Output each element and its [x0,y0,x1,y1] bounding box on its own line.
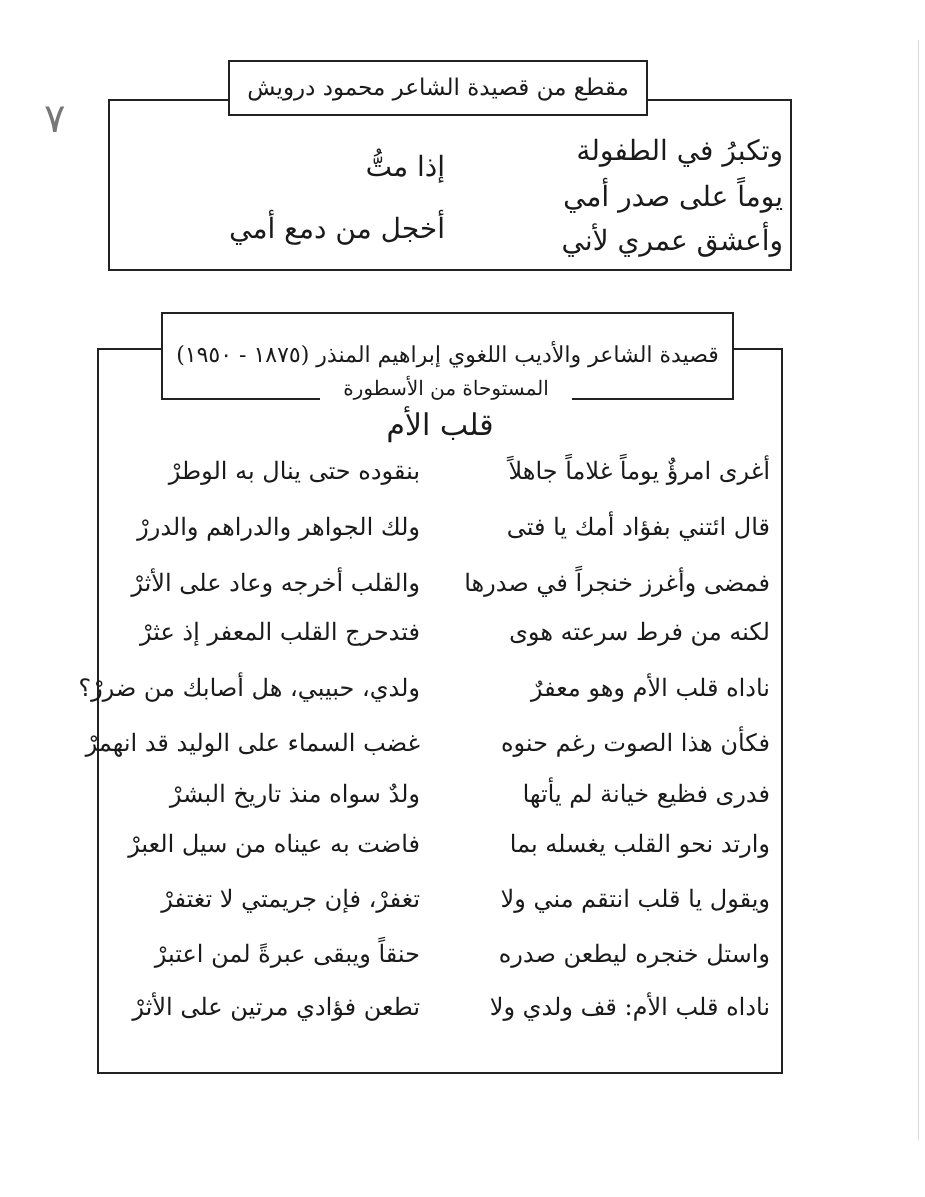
verse-second-hemistich: ولدٌ سواه منذ تاريخ البشرْ [169,780,420,808]
verse-second-hemistich: تغفرْ، فإن جريمتي لا تغتفرْ [161,885,420,913]
verse-first-hemistich: فمضى وأغرز خنجراً في صدرها [464,569,770,597]
verse-second-hemistich: غضب السماء على الوليد قد انهمرْ [85,729,420,757]
mundhir-poem-label-line1: قصيدة الشاعر والأديب اللغوي إبراهيم المنذر (١٨٧٥ - ١٩٥٠) [176,342,719,368]
verse-first-hemistich: ويقول يا قلب انتقم مني ولا [500,885,770,913]
darwish-excerpt-label-text: مقطع من قصيدة الشاعر محمود درويش [247,75,629,101]
darwish-line-right-3: وأعشق عمري لأني [561,224,783,257]
verse-row [110,513,770,553]
darwish-line-right-2: يوماً على صدر أمي [563,180,783,213]
darwish-line-left-1: إذا متُّ [365,150,445,183]
verse-row [110,780,770,820]
verse-first-hemistich: ناداه قلب الأم: قف ولدي ولا [489,993,770,1021]
verse-first-hemistich: واستل خنجره ليطعن صدره [498,940,770,968]
verse-row [78,674,770,714]
verse-second-hemistich: ولك الجواهر والدراهم والدررْ [137,513,420,541]
verse-first-hemistich: لكنه من فرط سرعته هوى [509,618,770,646]
verse-row [110,993,770,1033]
verse-second-hemistich: بنقوده حتى ينال به الوطرْ [168,457,420,485]
scan-edge-line [918,40,919,1140]
mundhir-poem-subtitle: المستوحاة من الأسطورة [320,376,572,400]
verse-first-hemistich: فدرى فظيع خيانة لم يأتها [522,780,770,808]
verse-row [110,830,770,870]
darwish-excerpt-label [228,60,648,116]
darwish-line-left-2: أخجل من دمع أمي [229,212,445,245]
verse-row [110,618,770,658]
verse-second-hemistich: تطعن فؤادي مرتين على الأثرْ [132,993,420,1021]
verse-second-hemistich: فاضت به عيناه من سيل العبرْ [128,830,420,858]
verse-second-hemistich: حنقاً ويبقى عبرةً لمن اعتبرْ [154,940,420,968]
verse-first-hemistich: أغرى امرؤٌ يوماً غلاماً جاهلاً [508,457,770,485]
verse-first-hemistich: وارتد نحو القلب يغسله بما [509,830,770,858]
margin-page-number: ٧ [44,96,66,142]
verse-row [110,885,770,925]
verse-first-hemistich: ناداه قلب الأم وهو معفرٌ [530,674,770,702]
verse-second-hemistich: فتدحرج القلب المعفر إذ عثرْ [139,618,420,646]
verse-first-hemistich: قال ائتني بفؤاد أمك يا فتى [506,513,770,541]
darwish-line-right-1: وتكبرُ في الطفولة [576,134,783,167]
verse-row [110,940,770,980]
verse-row [85,729,770,769]
verse-row [110,457,770,497]
verse-second-hemistich: والقلب أخرجه وعاد على الأثرْ [131,569,420,597]
verse-first-hemistich: فكأن هذا الصوت رغم حنوه [500,729,770,757]
poem-title: قلب الأم [386,408,494,443]
verse-second-hemistich: ولدي، حبيبي، هل أصابك من ضررْ؟ [78,674,420,702]
verse-row [110,569,770,609]
